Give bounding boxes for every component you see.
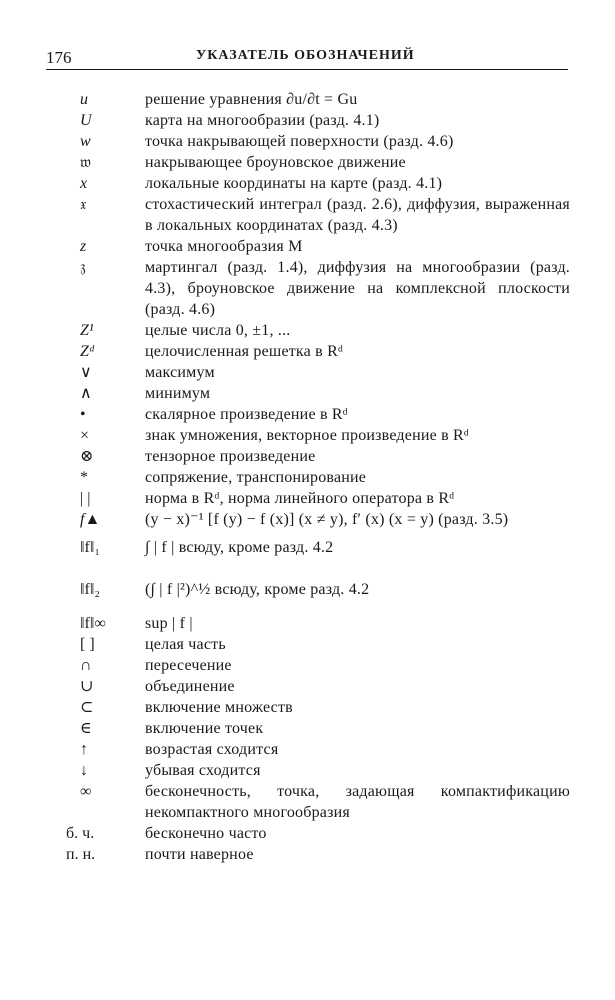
- page-number: 176: [46, 48, 72, 67]
- notation-description: локальные координаты на карте (разд. 4.1): [145, 175, 443, 192]
- notation-symbol: ↓: [80, 762, 88, 779]
- notation-entry: [46, 362, 570, 383]
- notation-symbol: 𝔴: [80, 154, 91, 171]
- notation-entry: [46, 446, 570, 467]
- notation-symbol: ∧: [80, 385, 92, 402]
- notation-description: сопряжение, транспонирование: [145, 469, 367, 486]
- notation-description: минимум: [145, 385, 211, 402]
- notation-symbol: ∪: [80, 678, 94, 695]
- notation-symbol: ↑: [80, 741, 88, 758]
- notation-description: почти наверное: [145, 846, 254, 863]
- notation-description: тензорное произведение: [145, 448, 316, 465]
- notation-description: стохастический интеграл (разд. 2.6), диффузия, выраженная в локальных координатах (разд. 4.3): [145, 196, 570, 234]
- notation-entry: [46, 152, 570, 173]
- notation-description: включение множеств: [145, 699, 293, 716]
- notation-description: целые числа 0, ±1, ...: [145, 322, 291, 339]
- notation-entry: [46, 613, 570, 634]
- notation-entry: [46, 655, 570, 676]
- notation-symbol: п. н.: [66, 846, 96, 863]
- notation-description: бесконечно часто: [145, 825, 267, 842]
- notation-symbol: ×: [80, 427, 90, 444]
- notation-description: знак умножения, векторное произведение в Rᵈ: [145, 427, 470, 444]
- page-header: [46, 44, 568, 70]
- notation-description: карта на многообразии (разд. 4.1): [145, 112, 380, 129]
- notation-symbol: ‖f‖∞: [80, 615, 106, 632]
- notation-description: целая часть: [145, 636, 226, 653]
- notation-description: максимум: [145, 364, 215, 381]
- notation-symbol: ⊂: [80, 699, 94, 716]
- notation-entry: [46, 760, 570, 781]
- notation-description: убывая сходится: [145, 762, 261, 779]
- notation-description: (y − x)⁻¹ [f (y) − f (x)] (x ≠ y), f′ (x) (x = y) (разд. 3.5): [145, 511, 509, 528]
- notation-entry: [46, 320, 570, 341]
- notation-entry: [46, 509, 570, 530]
- notation-description: мартингал (разд. 1.4), диффузия на многообразии (разд. 4.3), броуновское движение на комплексной плоскости (разд. 4.6): [145, 259, 570, 318]
- notation-symbol: *: [80, 469, 88, 486]
- notation-entry: [46, 467, 570, 488]
- notation-entry: [46, 383, 570, 404]
- header-rule: [46, 69, 568, 70]
- notation-entry: [46, 89, 570, 110]
- notation-entry: [46, 823, 570, 844]
- notation-symbol: Z¹: [80, 322, 94, 339]
- notation-entry: [46, 404, 570, 425]
- notation-symbol: ∨: [80, 364, 92, 381]
- notation-entry: [46, 844, 570, 865]
- notation-description: бесконечность, точка, задающая компактификацию некомпактного многообразия: [145, 783, 570, 821]
- notation-symbol: ∞: [80, 783, 92, 800]
- notation-symbol: ⊗: [80, 448, 94, 465]
- notation-symbol: ∈: [80, 720, 92, 737]
- notation-description: скалярное произведение в Rᵈ: [145, 406, 348, 423]
- notation-entry: [46, 718, 570, 739]
- notation-symbol: x: [80, 175, 88, 192]
- notation-symbol: | |: [80, 490, 91, 507]
- notation-entry: [46, 739, 570, 760]
- notation-entry: [46, 110, 570, 131]
- notation-description: решение уравнения ∂u/∂t = Gu: [145, 91, 358, 108]
- notation-entry: [46, 530, 570, 566]
- notation-entry: [46, 341, 570, 362]
- notation-entry: [46, 173, 570, 194]
- notation-symbol: z: [80, 238, 87, 255]
- notation-symbol: б. ч.: [66, 825, 95, 842]
- notation-symbol: u: [80, 91, 88, 108]
- notation-symbol: ‖f‖₁: [80, 539, 100, 556]
- notation-description: пересечение: [145, 657, 232, 674]
- notation-description: объединение: [145, 678, 235, 695]
- notation-entry: [46, 425, 570, 446]
- notation-symbol: [ ]: [80, 636, 95, 653]
- running-title: УКАЗАТЕЛЬ ОБОЗНАЧЕНИЙ: [196, 48, 415, 63]
- notation-symbol: f▲: [80, 511, 101, 528]
- notation-symbol: U: [80, 112, 92, 129]
- notation-description: норма в Rᵈ, норма линейного оператора в Rᵈ: [145, 490, 455, 507]
- notation-symbol: Zᵈ: [80, 343, 94, 360]
- notation-symbol: ∩: [80, 657, 92, 674]
- notation-entry: [46, 781, 570, 823]
- notation-entry: [46, 257, 570, 320]
- notation-symbol: 𝔵: [80, 196, 87, 213]
- notation-entry: [46, 676, 570, 697]
- notation-description: (∫ | f |²)^½ всюду, кроме разд. 4.2: [145, 581, 370, 598]
- notation-symbol: w: [80, 133, 91, 150]
- notation-symbol: ‖f‖₂: [80, 581, 100, 598]
- notation-entry: [46, 488, 570, 509]
- notation-description: возрастая сходится: [145, 741, 279, 758]
- notation-entry: [46, 194, 570, 236]
- notation-symbol: •: [80, 406, 86, 423]
- notation-description: sup | f |: [145, 615, 193, 632]
- notation-entry: [46, 634, 570, 655]
- notation-entry: [46, 697, 570, 718]
- notation-entry: [46, 236, 570, 257]
- notation-description: целочисленная решетка в Rᵈ: [145, 343, 344, 360]
- notation-description: накрывающее броуновское движение: [145, 154, 406, 171]
- notation-description: ∫ | f | всюду, кроме разд. 4.2: [145, 539, 334, 556]
- notation-description: точка накрывающей поверхности (разд. 4.6): [145, 133, 454, 150]
- notation-entry: [46, 131, 570, 152]
- notation-index: [46, 89, 570, 865]
- notation-description: точка многообразия M: [145, 238, 303, 255]
- notation-description: включение точек: [145, 720, 264, 737]
- notation-symbol: 𝔷: [80, 259, 86, 276]
- notation-entry: [46, 566, 570, 613]
